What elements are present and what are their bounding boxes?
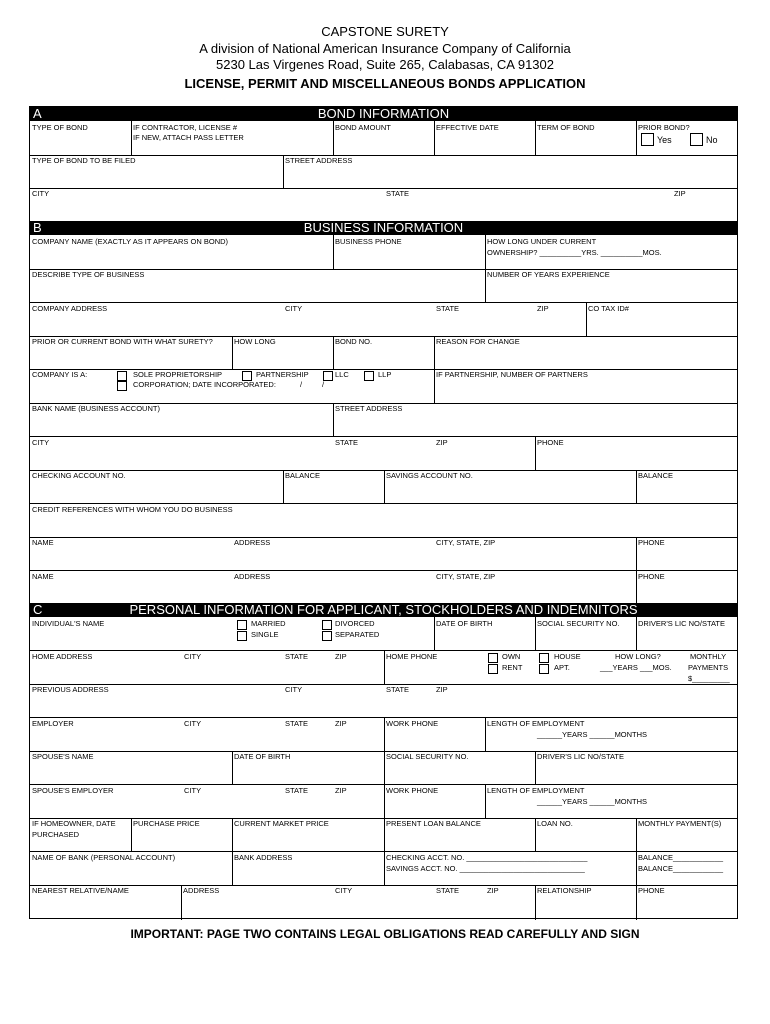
previous-zip-label: ZIP (436, 685, 448, 694)
home-zip-label: ZIP (335, 652, 347, 661)
header-division: A division of National American Insurance Company of California (199, 41, 571, 56)
employer-state-label: STATE (285, 719, 309, 728)
house-checkbox[interactable] (539, 653, 549, 663)
form-title: LICENSE, PERMIT AND MISCELLANEOUS BONDS APPLICATION (184, 76, 586, 91)
own-checkbox[interactable] (488, 653, 498, 663)
loan-no-label: LOAN NO. (537, 819, 573, 828)
reference-name-label: NAME (32, 538, 54, 547)
reference-phone-label: PHONE (638, 572, 665, 581)
date-slash: / (300, 380, 303, 389)
payments-label: PAYMENTS (688, 663, 729, 672)
nearest-relative-label: NEAREST RELATIVE/NAME (32, 886, 129, 895)
individual-name-label: INDIVIDUAL'S NAME (32, 619, 105, 628)
reference-csz-label: CITY, STATE, ZIP (436, 538, 496, 547)
bank-state-label: STATE (335, 438, 359, 447)
years-experience-label: NUMBER OF YEARS EXPERIENCE (487, 270, 610, 279)
own-label: OWN (502, 652, 521, 661)
previous-city-label: CITY (285, 685, 303, 694)
spouse-name-label: SPOUSE'S NAME (32, 752, 94, 761)
no-label: No (706, 135, 718, 145)
savings-balance-label: BALANCE____________ (638, 864, 724, 873)
home-state-label: STATE (285, 652, 309, 661)
llp-checkbox[interactable] (364, 371, 374, 381)
city-label: CITY (32, 189, 50, 198)
rent-checkbox[interactable] (488, 664, 498, 674)
reason-change-label: REASON FOR CHANGE (436, 337, 520, 346)
home-phone-label: HOME PHONE (386, 652, 438, 661)
checking-account-label: CHECKING ACCOUNT NO. (32, 471, 126, 480)
relative-zip-label: ZIP (487, 886, 499, 895)
reference-phone-label: PHONE (638, 538, 665, 547)
reference-csz-label: CITY, STATE, ZIP (436, 572, 496, 581)
company-address-label: COMPANY ADDRESS (32, 304, 108, 313)
co-tax-id-label: CO TAX ID# (588, 304, 629, 313)
divorced-label: DIVORCED (335, 619, 375, 628)
savings-acct-label: SAVINGS ACCT. NO. ______________________________ (386, 864, 585, 873)
loan-balance-label: PRESENT LOAN BALANCE (386, 819, 481, 828)
years-mos-label: ___YEARS ___MOS. (600, 663, 672, 672)
section-letter: C (33, 602, 43, 617)
married-checkbox[interactable] (237, 620, 247, 630)
single-label: SINGLE (251, 630, 279, 639)
section-title: BUSINESS INFORMATION (303, 220, 464, 235)
corporation-label: CORPORATION; DATE INCORPORATED: (133, 380, 276, 389)
section-title: PERSONAL INFORMATION FOR APPLICANT, STOCKHOLDERS AND INDEMNITORS (129, 602, 638, 617)
zip-label: ZIP (674, 189, 686, 198)
section-c-bar (30, 603, 737, 617)
section-letter: B (33, 220, 42, 235)
street-address-label: STREET ADDRESS (285, 156, 353, 165)
purchased-label: PURCHASED (32, 830, 80, 839)
llp-label: LLP (378, 370, 392, 379)
reference-name-label: NAME (32, 572, 54, 581)
company-state-label: STATE (436, 304, 460, 313)
bank-phone-label: PHONE (537, 438, 564, 447)
company-zip-label: ZIP (537, 304, 549, 313)
employer-label: EMPLOYER (32, 719, 74, 728)
spouse-employer-zip-label: ZIP (335, 786, 347, 795)
dob-label: DATE OF BIRTH (436, 619, 493, 628)
house-label: HOUSE (554, 652, 581, 661)
sole-proprietorship-label: SOLE PROPRIETORSHIP (133, 370, 223, 379)
sole-proprietorship-checkbox[interactable] (117, 371, 127, 381)
yes-label: Yes (657, 135, 672, 145)
attach-pass-letter-label: IF NEW, ATTACH PASS LETTER (133, 133, 244, 142)
prior-surety-label: PRIOR OR CURRENT BOND WITH WHAT SURETY? (32, 337, 213, 346)
effective-date-label: EFFECTIVE DATE (436, 123, 499, 132)
savings-account-label: SAVINGS ACCOUNT NO. (386, 471, 473, 480)
market-price-label: CURRENT MARKET PRICE (234, 819, 329, 828)
date-slash: / (322, 380, 325, 389)
married-label: MARRIED (251, 619, 286, 628)
describe-business-label: DESCRIBE TYPE OF BUSINESS (32, 270, 145, 279)
type-of-bond-label: TYPE OF BOND (32, 123, 88, 132)
reference-address-label: ADDRESS (234, 538, 271, 547)
num-partners-label: IF PARTNERSHIP, NUMBER OF PARTNERS (436, 370, 588, 379)
employer-zip-label: ZIP (335, 719, 347, 728)
rent-label: RENT (502, 663, 523, 672)
length-employment-label: LENGTH OF EMPLOYMENT (487, 719, 585, 728)
business-phone-label: BUSINESS PHONE (335, 237, 402, 246)
home-address-label: HOME ADDRESS (32, 652, 93, 661)
personal-bank-label: NAME OF BANK (PERSONAL ACCOUNT) (32, 853, 176, 862)
checking-balance-label: BALANCE (285, 471, 321, 480)
how-long-ownership-label: HOW LONG UNDER CURRENT (487, 237, 597, 246)
divorced-checkbox[interactable] (322, 620, 332, 630)
spouse-employer-city-label: CITY (184, 786, 202, 795)
apt-label: APT. (554, 663, 570, 672)
corporation-checkbox[interactable] (117, 381, 127, 391)
bank-name-label: BANK NAME (BUSINESS ACCOUNT) (32, 404, 160, 413)
previous-address-label: PREVIOUS ADDRESS (32, 685, 109, 694)
section-title: BOND INFORMATION (317, 106, 450, 121)
partnership-label: PARTNERSHIP (256, 370, 309, 379)
how-long-residence-label: HOW LONG? (615, 652, 661, 661)
savings-balance-label: BALANCE (638, 471, 674, 480)
relative-address-label: ADDRESS (183, 886, 220, 895)
company-city-label: CITY (285, 304, 303, 313)
relative-state-label: STATE (436, 886, 460, 895)
years-months-label: ______YEARS ______MONTHS (537, 730, 648, 739)
section-b-bar (30, 221, 737, 235)
checking-acct-label: CHECKING ACCT. NO. _____________________________ (386, 853, 588, 862)
llc-label: LLC (335, 370, 349, 379)
monthly-label: MONTHLY (690, 652, 727, 661)
spouse-length-employment-label: LENGTH OF EMPLOYMENT (487, 786, 585, 795)
ssn-label: SOCIAL SECURITY NO. (537, 619, 620, 628)
application-form (29, 106, 738, 919)
relative-phone-label: PHONE (638, 886, 665, 895)
spouse-dl-label: DRIVER'S LIC NO/STATE (537, 752, 625, 761)
type-to-be-filed-label: TYPE OF BOND TO BE FILED (32, 156, 136, 165)
bank-address-label: BANK ADDRESS (234, 853, 293, 862)
company-is-a-label: COMPANY IS A: (32, 370, 88, 379)
important-notice: IMPORTANT: PAGE TWO CONTAINS LEGAL OBLIGATIONS READ CAREFULLY AND SIGN (130, 927, 640, 941)
checking-balance-label: BALANCE____________ (638, 853, 724, 862)
spouse-employer-state-label: STATE (285, 786, 309, 795)
prior-bond-yes-checkbox[interactable] (641, 133, 654, 146)
section-a-bar (30, 107, 737, 121)
llc-checkbox[interactable] (323, 371, 333, 381)
bank-zip-label: ZIP (436, 438, 448, 447)
header-company: CAPSTONE SURETY (321, 24, 449, 39)
separated-label: SEPARATED (335, 630, 380, 639)
company-name-label: COMPANY NAME (EXACTLY AS IT APPEARS ON BOND) (32, 237, 229, 246)
single-checkbox[interactable] (237, 631, 247, 641)
header-address: 5230 Las Virgenes Road, Suite 265, Calabasas, CA 91302 (216, 57, 554, 72)
state-label: STATE (386, 189, 410, 198)
monthly-payments-label: MONTHLY PAYMENT(S) (638, 819, 722, 828)
work-phone-label: WORK PHONE (386, 719, 439, 728)
spouse-work-phone-label: WORK PHONE (386, 786, 439, 795)
previous-state-label: STATE (386, 685, 410, 694)
relative-city-label: CITY (335, 886, 353, 895)
spouse-employer-label: SPOUSE'S EMPLOYER (32, 786, 114, 795)
spouse-years-months-label: ______YEARS ______MONTHS (537, 797, 648, 806)
spouse-ssn-label: SOCIAL SECURITY NO. (386, 752, 469, 761)
how-long-label: HOW LONG (234, 337, 276, 346)
term-of-bond-label: TERM OF BOND (537, 123, 595, 132)
ownership-years-label: OWNERSHIP? __________YRS. __________MOS. (487, 248, 662, 257)
apt-checkbox[interactable] (539, 664, 549, 674)
prior-bond-no-checkbox[interactable] (690, 133, 703, 146)
credit-references-label: CREDIT REFERENCES WITH WHOM YOU DO BUSINESS (32, 505, 233, 514)
prior-bond-label: PRIOR BOND? (638, 123, 690, 132)
reference-address-label: ADDRESS (234, 572, 271, 581)
payment-amount-label: $_________ (688, 674, 730, 683)
contractor-license-label: IF CONTRACTOR, LICENSE # (133, 123, 238, 132)
section-letter: A (33, 106, 42, 121)
purchase-price-label: PURCHASE PRICE (133, 819, 200, 828)
bank-city-label: CITY (32, 438, 50, 447)
bond-amount-label: BOND AMOUNT (335, 123, 391, 132)
relationship-label: RELATIONSHIP (537, 886, 592, 895)
home-city-label: CITY (184, 652, 202, 661)
spouse-dob-label: DATE OF BIRTH (234, 752, 291, 761)
bond-no-label: BOND NO. (335, 337, 373, 346)
separated-checkbox[interactable] (322, 631, 332, 641)
employer-city-label: CITY (184, 719, 202, 728)
bank-street-label: STREET ADDRESS (335, 404, 403, 413)
drivers-license-label: DRIVER'S LIC NO/STATE (638, 619, 726, 628)
homeowner-date-label: IF HOMEOWNER, DATE (32, 819, 116, 828)
